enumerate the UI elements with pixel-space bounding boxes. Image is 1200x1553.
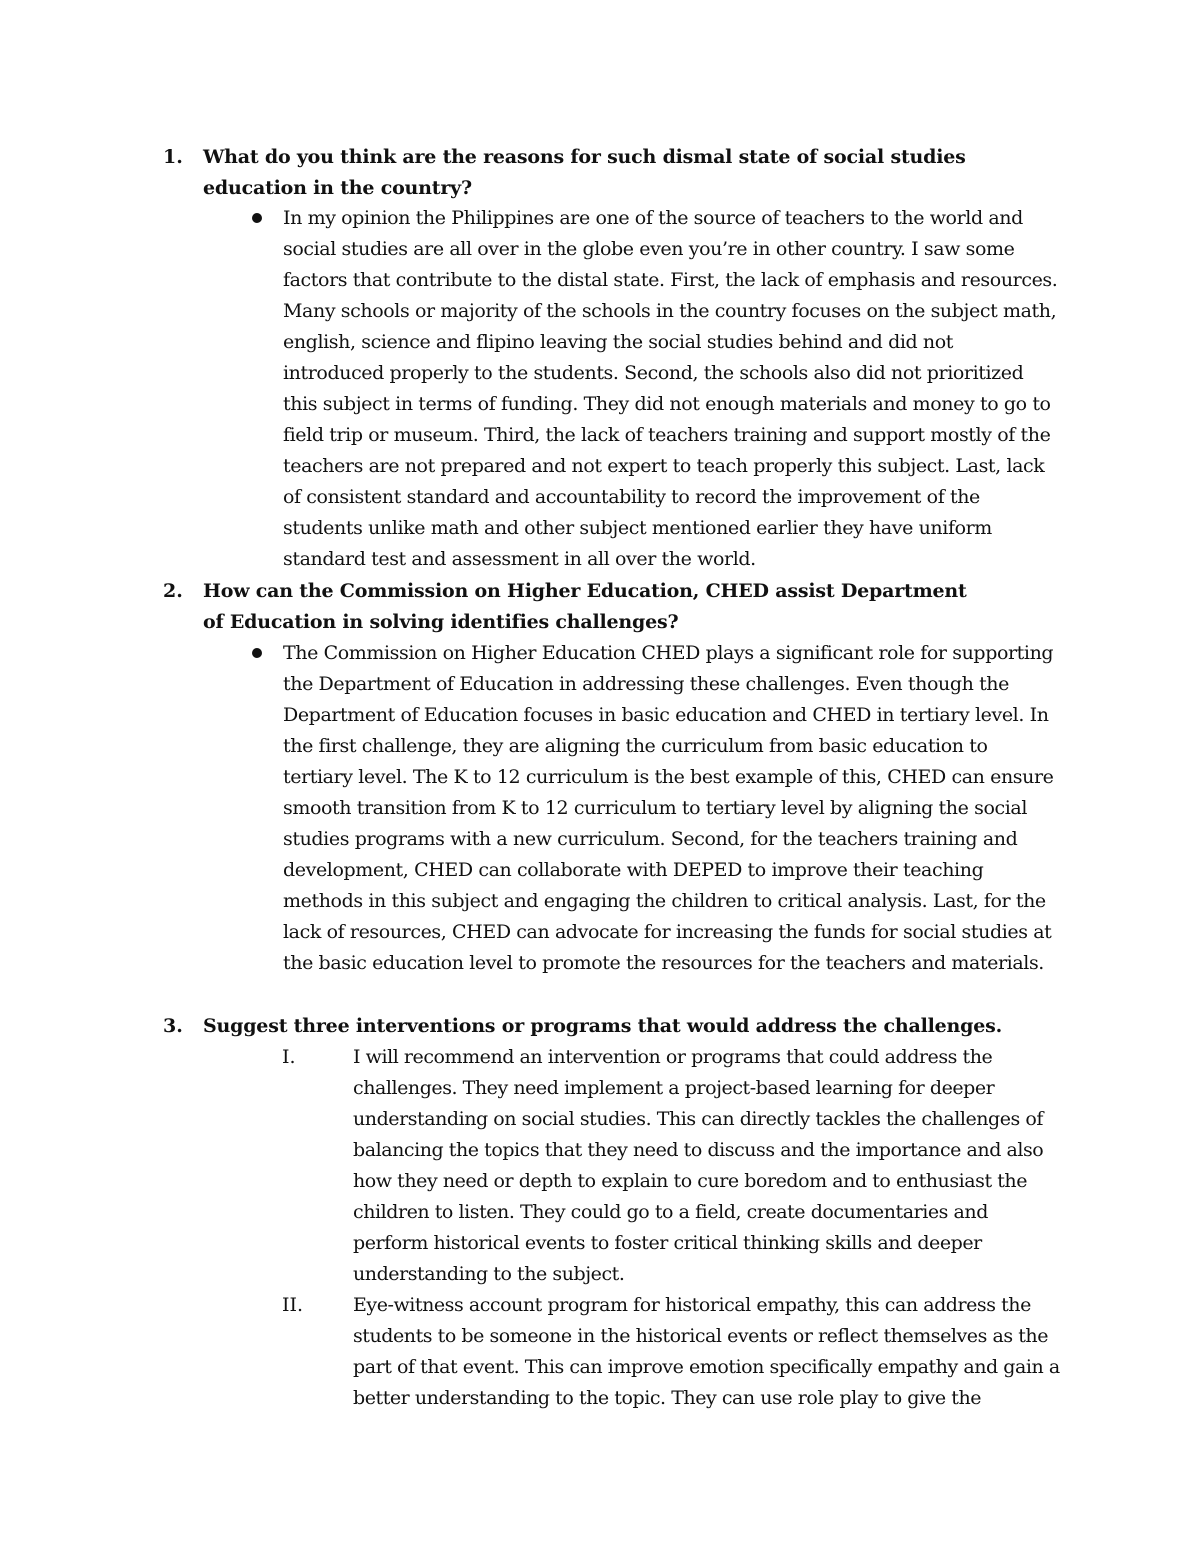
bullet-icon (252, 648, 262, 658)
roman-numeral: II. (282, 1294, 304, 1316)
intervention-paragraph: I will recommend an intervention or programs that could address the challenges. They need implement a project-based learning for deeper understanding on social studies. This can directly tackles the challenges of balancing the topics that they need to discuss and the importance and also how they need or depth to explain to cure boredom and to enthusiast the children to listen. They could go to a field, create documentaries and perform historical events to foster critical thinking skills and deeper understanding to the subject. (353, 1046, 1044, 1285)
bullet-icon (252, 213, 262, 223)
question-text: Suggest three interventions or programs that would address the challenges. (203, 1015, 1003, 1037)
roman-numeral: I. (282, 1046, 296, 1068)
question-number: 2. (163, 580, 183, 602)
answer-paragraph: In my opinion the Philippines are one of the source of teachers to the world and social studies are all over in the globe even you’re in other country. I saw some factors that contribute to the distal state. First, the lack of emphasis and resources. Many schools or majority of the schools in the country focuses on the subject math, english, science and flipino leaving the social studies behind and did not introduced properly to the students. Second, the schools also did not prioritized this subject in terms of funding. They did not enough materials and money to go to field trip or museum. Third, the lack of teachers training and support mostly of the teachers are not prepared and not expert to teach properly this subject. Last, lack of consistent standard and accountability to record the improvement of the students unlike math and other subject mentioned earlier they have uniform standard test and assessment in all over the world. (283, 207, 1058, 570)
question-text: How can the Commission on Higher Education, CHED assist Department of Education in solving identifies challenges? (203, 580, 967, 633)
answer-paragraph: The Commission on Higher Education CHED plays a significant role for supporting the Department of Education in addressing these challenges. Even though the Department of Education focuses in basic education and CHED in tertiary level. In the first challenge, they are aligning the curriculum from basic education to tertiary level. The K to 12 curriculum is the best example of this, CHED can ensure smooth transition from K to 12 curriculum to tertiary level by aligning the social studies programs with a new curriculum. Second, for the teachers training and development, CHED can collaborate with DEPED to improve their teaching methods in this subject and engaging the children to critical analysis. Last, for the lack of resources, CHED can advocate for increasing the funds for social studies at the basic education level to promote the resources for the teachers and materials. (283, 642, 1054, 974)
question-text: What do you think are the reasons for such dismal state of social studies education in the country? (203, 146, 966, 199)
question-number: 1. (163, 146, 183, 168)
intervention-paragraph: Eye-witness account program for historical empathy, this can address the students to be someone in the historical events or reflect themselves as the part of that event. This can improve emotion specifically empathy and gain a better understanding to the topic. They can use role play to give the (353, 1294, 1060, 1409)
question-number: 3. (163, 1015, 183, 1037)
